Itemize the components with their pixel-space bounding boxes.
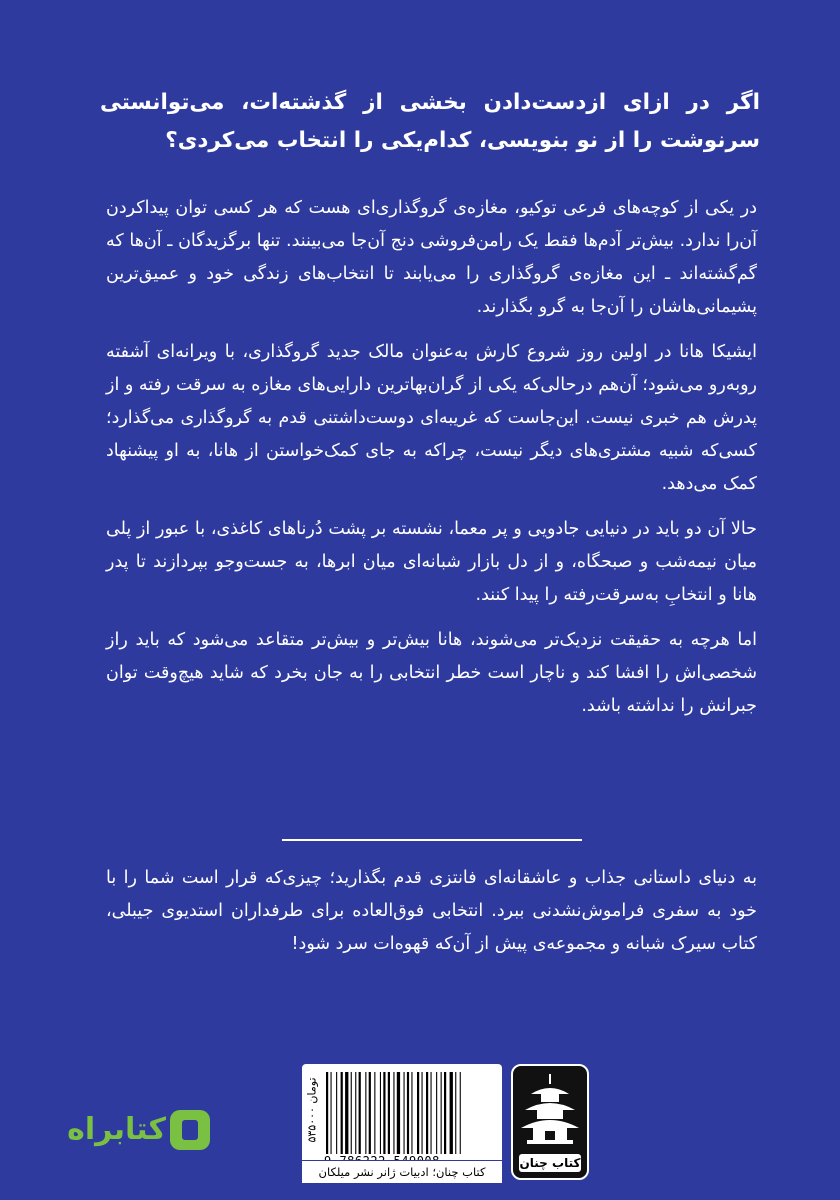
- publisher-line: کتاب چنان؛ ادبیات ژانر نشر میلکان: [302, 1160, 502, 1183]
- ketabrah-mark-icon: [170, 1108, 214, 1152]
- description: [106, 192, 757, 735]
- pagoda-icon: [513, 1068, 587, 1154]
- price: ۵۳۵۰۰۰ تومان: [305, 1077, 319, 1143]
- paragraph-1: در یکی از کوچه‌های فرعی توکیو، مغازه‌ی گروگذاری‌ای هست که هر کسی توان پیداکردن آن‌را ندارد. بیش‌تر آدم‌ها فقط یک رامن‌فروشی دنج آن‌جا می‌بینند. تنها برگزیدگان ـ آن‌ها که گم‌گشته‌اند ـ این مغازه‌ی گروگذاری را می‌یابند تا انتخاب‌های زندگی خود و عمیق‌ترین پشیمانی‌هاشان را آن‌جا به گرو بگذارند.: [106, 198, 757, 317]
- paragraph-4: اما هرچه به حقیقت نزدیک‌تر می‌شوند، هانا بیش‌تر و بیش‌تر متقاعد می‌شود که باید راز شخصی‌اش را افشا کند و ناچار است خطر انتخابی را به جان بخرد که شاید هیچ‌وقت توان جبرانش را نداشته باشد.: [106, 630, 757, 716]
- headline: اگر در ازای ازدست‌دادن بخشی از گذشته‌ات، می‌توانستی سرنوشت را از نو بنویسی، کدام‌یکی را انتخاب می‌کردی؟: [100, 90, 760, 153]
- divider: [282, 839, 582, 841]
- promo-text: به دنیای داستانی جذاب و عاشقانه‌ای فانتزی قدم بگذارید؛ چیزی‌که قرار است شما را با خود به سفری فراموش‌نشدنی ببرد. انتخابی فوق‌العاده برای طرفداران استدیوی جیبلی، کتاب سیرک شبانه و مجموعه‌ی پیش از آن‌که قهوه‌ات سرد شود!: [106, 868, 757, 954]
- chanan-logo: [511, 1064, 589, 1180]
- paragraph-2: ایشیکا هانا در اولین روز شروع کارش به‌عنوان مالک جدید گروگذاری، با ویرانه‌ای آشفته روبه‌رو می‌شود؛ آن‌هم درحالی‌که یکی از گران‌بهاترین دارایی‌های مغازه به سرقت رفته و از پدرش هم خبری نیست. این‌جاست که غریبه‌ای دوست‌داشتنی قدم به گروگذاری می‌گذارد؛ کسی‌که شبیه مشتری‌های دیگر نیست، چراکه به جای کمک‌خواستن از هانا، به او پیشنهاد کمک می‌دهد.: [106, 342, 757, 494]
- paragraph-3: حالا آن دو باید در دنیایی جادویی و پر معما، نشسته بر پشت دُرناهای کاغذی، با عبور از پلی میان نیمه‌شب و صبحگاه، و از دل بازار شبانه‌ای میان ابرها، به جست‌وجو بپردازند تا پدر هانا و انتخابِ به‌سرقت‌رفته را پیدا کنند.: [106, 519, 757, 605]
- price-label: [302, 1068, 322, 1152]
- ketabrah-wordmark: کتابراه: [67, 1112, 166, 1147]
- barcode-icon: [324, 1072, 494, 1154]
- ketabrah-logo: [36, 1108, 214, 1152]
- chanan-label: کتاب چنان: [519, 1156, 581, 1170]
